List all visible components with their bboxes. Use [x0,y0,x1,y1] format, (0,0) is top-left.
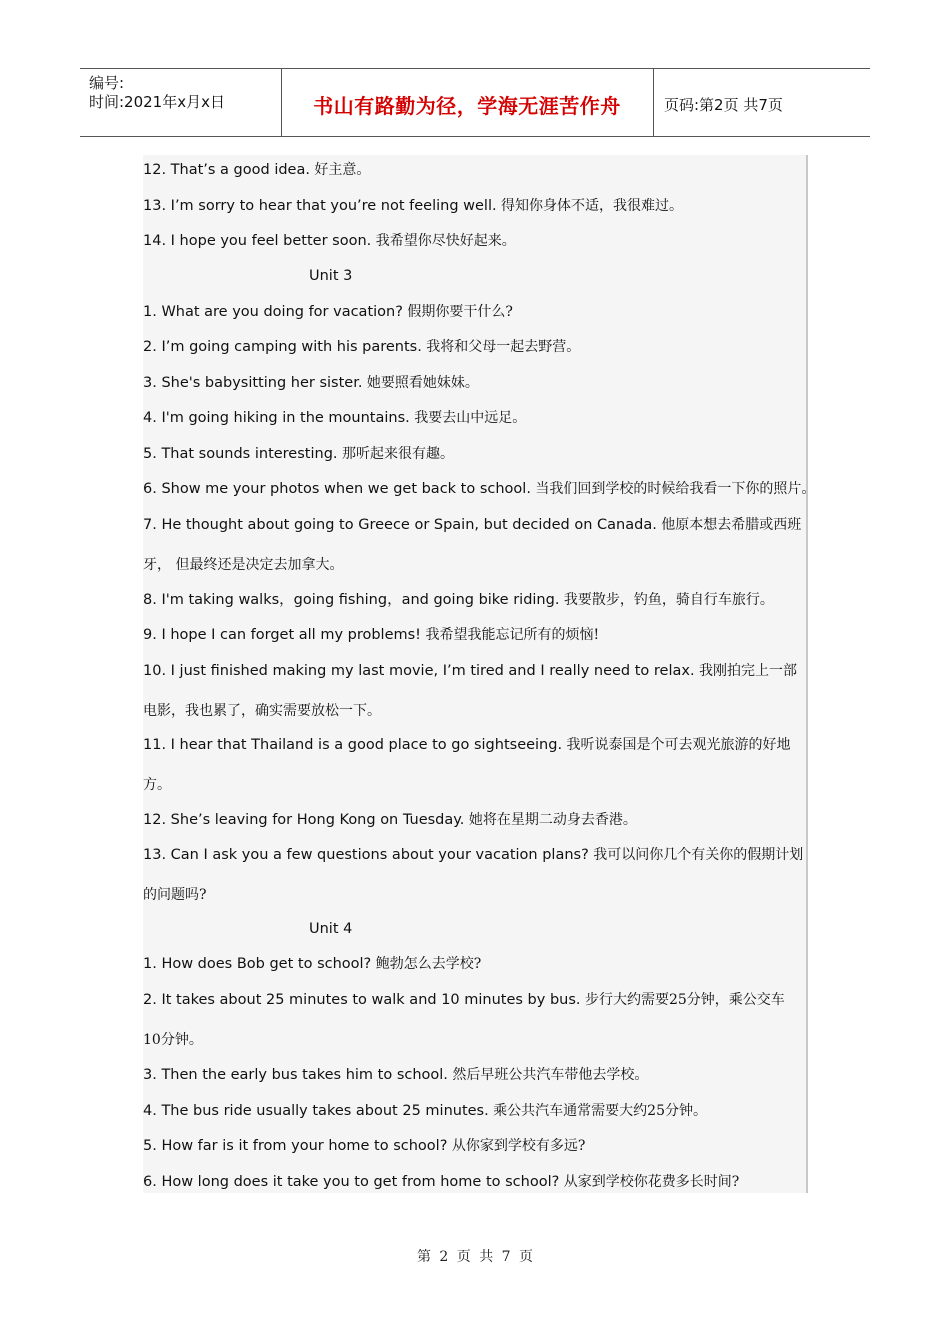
sentence-chinese: 从你家到学校有多远? [447,1138,586,1154]
sentence-line [143,810,637,830]
sentence-line [143,479,815,499]
sentence-english: 2. I’m going camping with his parents. [143,339,422,355]
sentence-english: 2. It takes about 25 minutes to walk and 10 minutes by bus. [143,992,581,1008]
sentence-chinese: 当我们回到学校的时候给我看一下你的照片。 [530,481,816,497]
header-meta-cell [80,69,282,136]
sentence-chinese: 从家到学校你花费多长时间? [559,1174,740,1190]
sentence-english: 1. How does Bob get to school? [143,956,372,972]
sentence-english: 14. I hope you feel better soon. [143,233,372,249]
header-motto: 书山有路勤为径，学海无涯苦作舟 [313,94,621,118]
header-page-cell [654,69,870,136]
sentence-continuation: 10分钟。 [143,1032,203,1048]
sentence-line [143,990,785,1010]
sentence-chinese: 我希望我能忘记所有的烦恼! [421,627,600,643]
sentence-chinese: 我听说泰国是个可去观光旅游的好地 [562,737,791,753]
sentence-chinese: 我要去山中远足。 [409,410,527,426]
sentence-english: 6. Show me your photos when we get back to school. [143,481,531,497]
sentence-line [143,590,774,610]
page-header [80,68,870,137]
sentence-continuation: 方。 [143,777,171,793]
sentence-line [143,1101,707,1121]
sentence-chinese: 我希望你尽快好起来。 [371,233,516,249]
sentence-chinese: 步行大约需要25分钟，乘公交车 [580,992,785,1008]
sentence-chinese: 我刚拍完上一部 [694,663,798,679]
sentence-chinese: 那听起来很有趣。 [337,446,454,462]
sentence-continuation: 的问题吗? [143,887,207,903]
sentence-english: 10. I just finished making my last movie, I’m tired and I really need to relax. [143,663,695,679]
sentence-chinese: 得知你身体不适，我很难过。 [496,198,684,214]
sentence-line [143,1136,585,1156]
sentence-continuation: 牙， 但最终还是决定去加拿大。 [143,557,344,573]
sentence-english: 6. How long does it take you to get from home to school? [143,1174,560,1190]
sentence-english: 9. I hope I can forget all my problems! [143,627,421,643]
sentence-english: 7. He thought about going to Greece or Spain, but decided on Canada. [143,517,657,533]
sentence-line [143,302,513,322]
sentence-english: 5. How far is it from your home to school? [143,1138,448,1154]
sentence-line [143,444,454,464]
page-footer: 第 2 页 共 7 页 [416,1249,534,1265]
header-motto-cell [281,69,654,136]
sentence-english: 3. Then the early bus takes him to school. [143,1067,448,1083]
sentence-english: 4. I'm going hiking in the mountains. [143,410,410,426]
sentence-chinese: 我要散步，钓鱼，骑自行车旅行。 [559,592,774,608]
sentence-english: 11. I hear that Thailand is a good place to go sightseeing. [143,737,563,753]
sentence-chinese: 好主意。 [309,162,371,178]
sentence-english: 13. Can I ask you a few questions about your vacation plans? [143,847,589,863]
sentence-english: 5. That sounds interesting. [143,446,338,462]
sentence-chinese: 她将在星期二动身去香港。 [464,812,637,828]
sentence-line [143,160,370,180]
sentence-chinese: 我可以问你几个有关你的假期计划 [588,847,804,863]
sentence-line [143,735,791,755]
sentence-line [143,625,599,645]
sentence-line [143,954,481,974]
sentence-chinese: 她要照看她妹妹。 [362,375,479,391]
document-date-label: 时间:2021年x月x日 [89,93,225,111]
sentence-english: 12. That’s a good idea. [143,162,310,178]
sentence-english: 13. I’m sorry to hear that you’re not feeling well. [143,198,497,214]
sentence-line [143,408,526,428]
sentence-line [143,337,580,357]
sentence-line [143,1172,739,1192]
document-number-label: 编号: [89,74,125,92]
sentence-line [143,845,803,865]
header-page-number: 页码:第2页 共7页 [664,96,783,114]
sentence-english: 1. What are you doing for vacation? [143,304,403,320]
sentence-line [143,373,479,393]
sentence-chinese: 鲍勃怎么去学校? [371,956,482,972]
sentence-line [143,196,683,216]
sentence-line [143,515,801,535]
unit-heading: Unit 4 [309,921,353,937]
sentence-chinese: 然后早班公共汽车带他去学校。 [447,1067,649,1083]
sentence-chinese: 他原本想去希腊或西班 [656,517,802,533]
sentence-line [143,231,516,251]
sentence-line [143,1065,648,1085]
sentence-chinese: 我将和父母一起去野营。 [421,339,581,355]
sentence-continuation: 电影，我也累了，确实需要放松一下。 [143,703,381,719]
sentence-english: 8. I'm taking walks，going fishing，and going bike riding. [143,592,560,608]
sentence-chinese: 乘公共汽车通常需要大约25分钟。 [488,1103,707,1119]
sentence-english: 4. The bus ride usually takes about 25 minutes. [143,1103,489,1119]
sentence-chinese: 假期你要干什么? [402,304,513,320]
sentence-english: 12. She’s leaving for Hong Kong on Tuesday. [143,812,465,828]
sentence-line [143,661,797,681]
unit-heading: Unit 3 [309,268,353,284]
sentence-english: 3. She's babysitting her sister. [143,375,363,391]
